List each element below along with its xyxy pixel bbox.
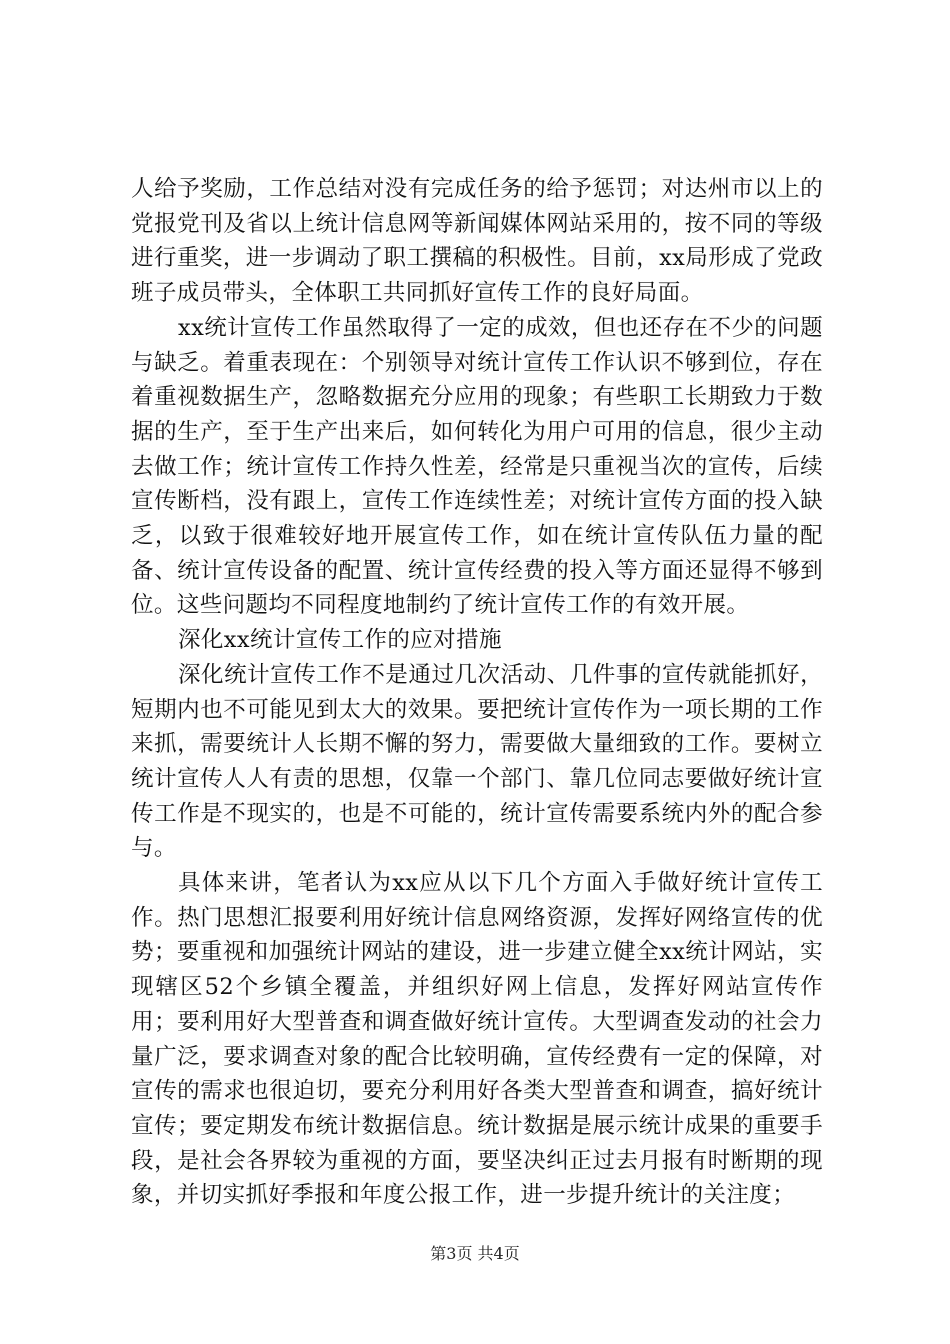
paragraph-continuation: 人给予奖励，工作总结对没有完成任务的给予惩罚；对达州市以上的党报党刊及省以上统计信息网等新闻媒体网站采用的，按不同的等级进行重奖，进一步调动了职工撰稿的积极性。目前，xx局形成了党政班子成员带头，全体职工共同抓好宣传工作的良好局面。 bbox=[131, 176, 823, 307]
paragraph-problems: xx统计宣传工作虽然取得了一定的成效，但也还存在不少的问题与缺乏。着重表现在：个别领导对统计宣传工作认识不够到位，存在着重视数据生产，忽略数据充分应用的现象；有些职工长期致力于数据的生产，至于生产出来后，如何转化为用户可用的信息，很少主动去做工作；统计宣传工作持久性差，经常是只重视当次的宣传，后续宣传断档，没有跟上，宣传工作连续性差；对统计宣传方面的投入缺乏，以致于很难较好地开展宣传工作，如在统计宣传队伍力量的配备、统计宣传设备的配置、统计宣传经费的投入等方面还显得不够到位。这些问题均不同程度地制约了统计宣传工作的有效开展。 bbox=[131, 314, 823, 619]
document-body bbox=[131, 172, 823, 1213]
paragraph-long-term: 深化统计宣传工作不是通过几次活动、几件事的宣传就能抓好，短期内也不可能见到太大的效果。要把统计宣传作为一项长期的工作来抓，需要统计人长期不懈的努力，需要做大量细致的工作。要树立统计宣传人人有责的思想，仅靠一个部门、靠几位同志要做好统计宣传工作是不现实的，也是不可能的，统计宣传需要系统内外的配合参与。 bbox=[131, 661, 823, 862]
page-footer: 第3页 共4页 bbox=[430, 1244, 520, 1263]
paragraph-measures: 具体来讲，笔者认为xx应从以下几个方面入手做好统计宣传工作。热门思想汇报要利用好统计信息网络资源，发挥好网络宣传的优势；要重视和加强统计网站的建设，进一步建立健全xx统计网站，实现辖区52个乡镇全覆盖，并组织好网上信息，发挥好网站宣传作用；要利用好大型普查和调查做好统计宣传。大型调查发动的社会力量广泛，要求调查对象的配合比较明确，宣传经费有一定的保障，对宣传的需求也很迫切，要充分利用好各类大型普查和调查，搞好统计宣传；要定期发布统计数据信息。统计数据是展示统计成果的重要手段，是社会各界较为重视的方面，要坚决纠正过去月报有时断期的现象，并切实抓好季报和年度公报工作，进一步提升统计的关注度； bbox=[131, 870, 823, 1209]
section-heading: 深化xx统计宣传工作的应对措施 bbox=[178, 627, 502, 654]
